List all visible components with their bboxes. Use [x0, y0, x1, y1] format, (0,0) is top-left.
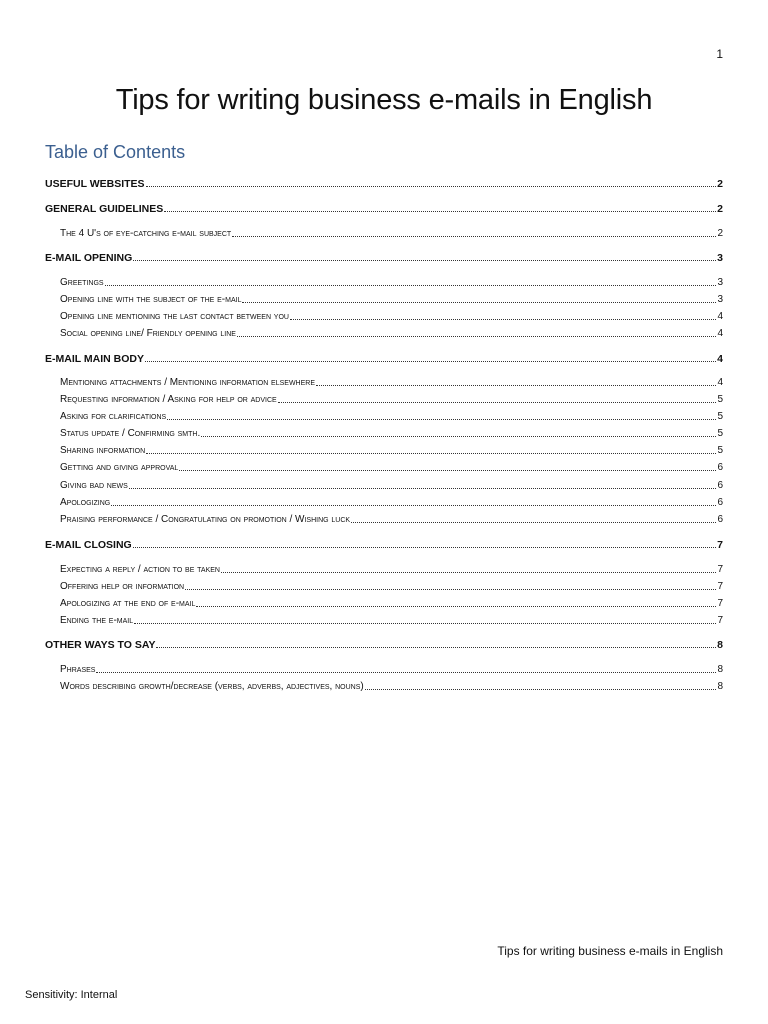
toc-entry-page: 7: [717, 615, 723, 626]
toc-entry-page: 2: [717, 178, 723, 190]
toc-entry-page: 3: [717, 294, 723, 305]
toc-entry-page: 6: [717, 497, 723, 508]
toc-entry-page: 4: [717, 377, 723, 388]
dot-leader: [146, 186, 717, 187]
toc-subsection-entry[interactable]: [60, 462, 723, 474]
toc-subsection-entry[interactable]: [60, 581, 723, 593]
toc-subsection-entry[interactable]: [60, 394, 723, 406]
toc-section-entry[interactable]: [45, 203, 723, 215]
toc-entry-label: Apologizing: [60, 497, 111, 508]
toc-subsection-entry[interactable]: [60, 514, 723, 526]
toc-subsection-entry[interactable]: [60, 311, 723, 323]
toc-section-entry[interactable]: [45, 178, 723, 190]
dot-leader: [146, 453, 716, 454]
toc-entry-label: Ending the e-mail: [60, 615, 134, 626]
toc-entry-page: 8: [717, 664, 723, 675]
document-title: Tips for writing business e-mails in English: [115, 84, 653, 116]
toc-entry-page: 5: [717, 428, 723, 439]
toc-subsection-entry[interactable]: [60, 277, 723, 289]
toc-entry-label: Apologizing at the end of e-mail: [60, 598, 196, 609]
toc-entry-page: 4: [717, 353, 723, 365]
toc-entry-label: Mentioning attachments / Mentioning information elsewhere: [60, 377, 316, 388]
sensitivity-label: Sensitivity: Internal: [25, 989, 118, 1001]
toc-entry-label: Greetings: [60, 277, 104, 288]
toc-subsection-entry[interactable]: [60, 497, 723, 509]
toc-subsection-entry[interactable]: [60, 615, 723, 627]
toc-entry-label: Social opening line/ Friendly opening line: [60, 328, 236, 339]
toc-entry-label: Praising performance / Congratulating on promotion / Wishing luck: [60, 514, 351, 525]
toc-subsection-entry[interactable]: [60, 411, 723, 423]
toc-entry-label: Expecting a reply / action to be taken: [60, 564, 220, 575]
toc-entry-label: OTHER WAYS TO SAY: [45, 639, 156, 651]
toc-heading: Table of Contents: [45, 142, 186, 162]
dot-leader: [167, 419, 716, 420]
toc-entry-label: Sharing information: [60, 445, 146, 456]
toc-entry-label: E-MAIL MAIN BODY: [45, 353, 144, 365]
toc-entry-page: 7: [717, 564, 723, 575]
dot-leader: [242, 302, 716, 303]
toc-entry-page: 6: [717, 514, 723, 525]
toc-entry-label: USEFUL WEBSITES: [45, 178, 145, 190]
dot-leader: [111, 505, 716, 506]
toc-entry-page: 5: [717, 394, 723, 405]
dot-leader: [133, 547, 716, 548]
toc-entry-label: Offering help or information: [60, 581, 185, 592]
toc-entry-page: 6: [717, 480, 723, 491]
dot-leader: [196, 606, 716, 607]
dot-leader: [316, 385, 716, 386]
toc-entry-page: 7: [717, 581, 723, 592]
dot-leader: [134, 623, 716, 624]
toc-entry-label: Asking for clarifications: [60, 411, 167, 422]
toc-entry-label: Status update / Confirming smth.: [60, 428, 201, 439]
toc-entry-label: GENERAL GUIDELINES: [45, 203, 164, 215]
toc-entry-label: Phrases: [60, 664, 96, 675]
toc-entry-page: 4: [717, 311, 723, 322]
dot-leader: [278, 402, 717, 403]
toc-section-entry[interactable]: [45, 252, 723, 264]
toc-subsection-entry[interactable]: [60, 445, 723, 457]
toc-subsection-entry[interactable]: [60, 564, 723, 576]
toc-entry-page: 5: [717, 445, 723, 456]
dot-leader: [365, 689, 717, 690]
toc-entry-label: Opening line with the subject of the e-mail: [60, 294, 242, 305]
dot-leader: [290, 319, 716, 320]
toc-entry-page: 3: [717, 252, 723, 264]
dot-leader: [179, 470, 716, 471]
dot-leader: [237, 336, 716, 337]
toc-section-entry[interactable]: [45, 353, 723, 365]
toc-subsection-entry[interactable]: [60, 664, 723, 676]
toc-subsection-entry[interactable]: [60, 598, 723, 610]
dot-leader: [221, 572, 716, 573]
toc-entry-label: Requesting information / Asking for help or advice: [60, 394, 277, 405]
dot-leader: [156, 647, 716, 648]
toc-entry-page: 4: [717, 328, 723, 339]
toc-entry-label: Giving bad news: [60, 480, 128, 491]
toc-entry-page: 2: [717, 228, 723, 239]
dot-leader: [105, 285, 717, 286]
toc-entry-label: Getting and giving approval: [60, 462, 179, 473]
dot-leader: [96, 672, 716, 673]
dot-leader: [145, 361, 716, 362]
toc-entry-label: E-MAIL OPENING: [45, 252, 133, 264]
toc-entry-page: 5: [717, 411, 723, 422]
toc-entry-page: 8: [717, 639, 723, 651]
toc-entry-page: 7: [717, 539, 723, 551]
toc-entry-label: Opening line mentioning the last contact between you: [60, 311, 289, 322]
dot-leader: [164, 211, 716, 212]
dot-leader: [351, 522, 716, 523]
dot-leader: [129, 488, 717, 489]
toc-section-entry[interactable]: [45, 639, 723, 651]
toc-subsection-entry[interactable]: [60, 377, 723, 389]
toc-entry-page: 3: [717, 277, 723, 288]
dot-leader: [201, 436, 716, 437]
toc-subsection-entry[interactable]: [60, 480, 723, 492]
toc-entry-page: 7: [717, 598, 723, 609]
toc-subsection-entry[interactable]: [60, 428, 723, 440]
toc-subsection-entry[interactable]: [60, 328, 723, 340]
toc-entry-page: 2: [717, 203, 723, 215]
dot-leader: [232, 236, 716, 237]
toc-entry-page: 6: [717, 462, 723, 473]
toc-entry-label: Words describing growth/decrease (verbs, adverbs, adjectives, nouns): [60, 681, 364, 692]
dot-leader: [185, 589, 716, 590]
page-number: 1: [716, 47, 723, 61]
toc-section-entry[interactable]: [45, 539, 723, 551]
toc-entry-page: 8: [717, 681, 723, 692]
toc-subsection-entry[interactable]: [60, 681, 723, 693]
dot-leader: [133, 260, 716, 261]
toc-subsection-entry[interactable]: [60, 228, 723, 240]
footer-title: Tips for writing business e-mails in English: [497, 944, 723, 958]
toc-subsection-entry[interactable]: [60, 294, 723, 306]
toc-entry-label: The 4 U's of eye-catching e-mail subject: [60, 228, 232, 239]
toc-entry-label: E-MAIL CLOSING: [45, 539, 132, 551]
